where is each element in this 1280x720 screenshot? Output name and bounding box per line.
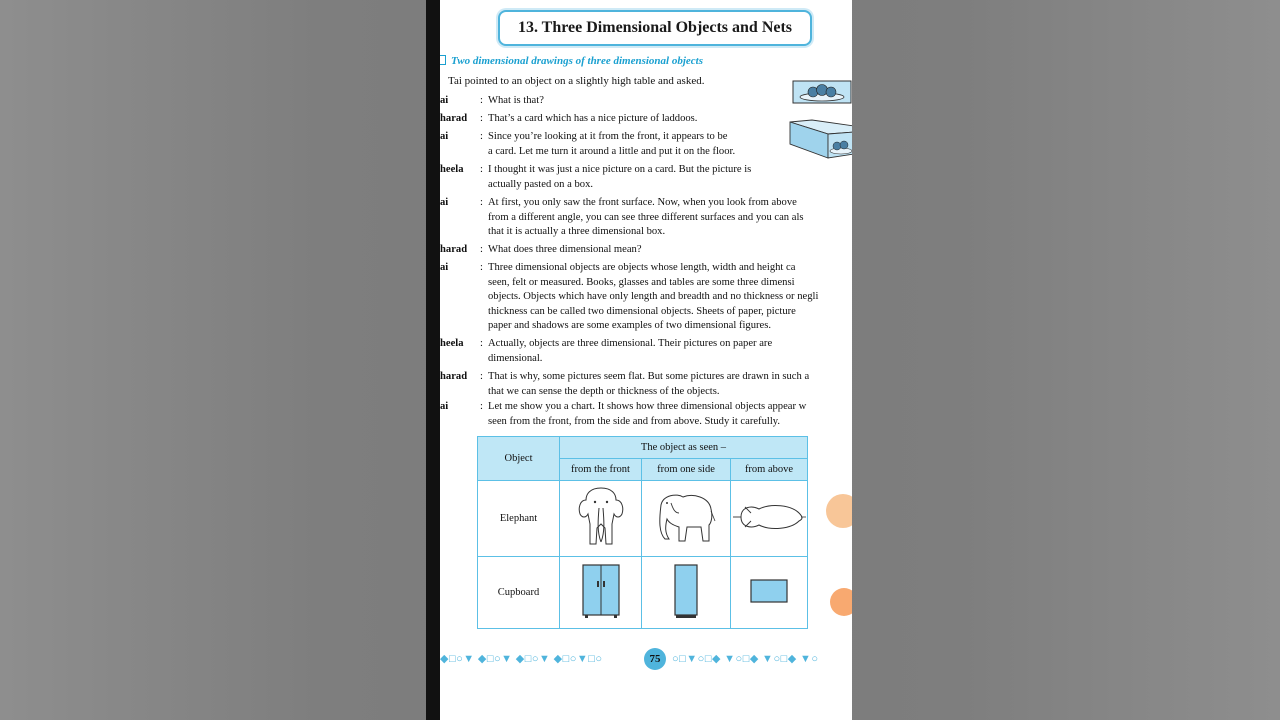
speaker-name: ai [440, 197, 449, 208]
speaker-name: heela [440, 338, 464, 349]
floating-edit-button[interactable] [830, 588, 852, 616]
dialogue-text-line: What does three dimensional mean? [488, 244, 642, 255]
dialogue-text [488, 261, 852, 334]
section-heading [440, 55, 703, 67]
dialogue-text-line: paper and shadows are some examples of two dimensional figures. [488, 320, 772, 331]
col-header-front: from the front [560, 459, 642, 481]
group-header: The object as seen – [560, 437, 808, 459]
elephant-front-cell [560, 481, 642, 557]
elephant-above-cell [731, 481, 808, 557]
cupboard-side-cell [642, 557, 731, 629]
cupboard-front-drawing [581, 563, 621, 619]
textbook-page [440, 0, 852, 720]
chapter-title: 13. Three Dimensional Objects and Nets [517, 19, 793, 36]
dialogue-text-line: Let me show you a chart. It shows how three dimensional objects appear w [488, 401, 807, 412]
footer-pattern-right: ○□▼○□◆ ▼○□◆ ▼○□◆ ▼○ [672, 653, 819, 665]
dialogue-text [488, 400, 852, 429]
speaker-colon: : [480, 401, 483, 412]
laddoo-box-picture [788, 118, 852, 162]
object-header: Object [478, 437, 560, 481]
dialogue-text-line: At first, you only saw the front surface. Now, when you look from above [488, 197, 797, 208]
dialogue-text-line: seen, felt or measured. Books, glasses and tables are some three dimensi [488, 276, 795, 288]
elephant-above-drawing [731, 499, 807, 535]
row-label-elephant: Elephant [478, 481, 560, 557]
row-label-cupboard: Cupboard [478, 557, 560, 629]
dialogue-text-line: That’s a card which has a nice picture of laddoos. [488, 113, 698, 124]
dialogue-text-line: objects. Objects which have only length and breadth and no thickness or negli [488, 291, 819, 302]
laddoo-card-picture [792, 80, 852, 106]
dialogue-text-line: from a different angle, you can see three different surfaces and you can als [488, 211, 804, 223]
speaker-colon: : [480, 338, 483, 349]
speaker-colon: : [480, 244, 483, 255]
footer-pattern-left: ◆□○▼ ◆□○▼ ◆□○▼ ◆□○▼□○ [440, 653, 603, 665]
dialogue-text-line: thickness can be called two dimensional objects. Sheets of paper, picture [488, 305, 796, 317]
dialogue-text-line: What is that? [488, 95, 544, 106]
dialogue-text [488, 163, 852, 192]
floating-record-button[interactable] [826, 494, 852, 528]
speaker-name: ai [440, 262, 449, 273]
dialogue-text-line: actually pasted on a box. [488, 178, 594, 190]
square-bullet-icon [440, 55, 446, 65]
speaker-name: ai [440, 401, 449, 412]
dialogue-text [488, 370, 852, 399]
dialogue-text-line: that we can sense the depth or thickness of the objects. [488, 385, 720, 397]
speaker-colon: : [480, 197, 483, 208]
elephant-front-drawing [576, 484, 626, 550]
dialogue-text-line: that it is actually a three dimensional box. [488, 226, 666, 237]
speaker-name: harad [440, 244, 468, 255]
speaker-colon: : [480, 95, 483, 106]
dialogue-text [488, 243, 852, 258]
speaker-colon: : [480, 113, 483, 124]
cupboard-above-drawing [749, 578, 789, 604]
page-number: 75 [644, 648, 666, 670]
dialogue-text-line: That is why, some pictures seem flat. But some pictures are drawn in such a [488, 371, 810, 382]
speaker-colon: : [480, 164, 483, 175]
dialogue-text [488, 337, 852, 366]
dialogue-text-line: Actually, objects are three dimensional. Their pictures on paper are [488, 338, 773, 349]
dialogue-text-line: I thought it was just a nice picture on a card. But the picture is [488, 164, 752, 175]
watermark-logo: Wecorder [737, 690, 829, 711]
dialogue-text-line: Three dimensional objects are objects whose length, width and height ca [488, 262, 796, 273]
speaker-name: ai [440, 131, 449, 142]
speaker-colon: : [480, 262, 483, 273]
speaker-colon: : [480, 131, 483, 142]
dialogue-text [488, 196, 852, 240]
speaker-name: harad [440, 113, 468, 124]
cupboard-above-cell [731, 557, 808, 629]
col-header-above: from above [731, 459, 808, 481]
dialogue-text-line: a card. Let me turn it around a little and put it on the floor. [488, 145, 736, 157]
cupboard-side-drawing [673, 563, 699, 619]
speaker-name: harad [440, 371, 468, 382]
cupboard-front-cell [560, 557, 642, 629]
speaker-name: ai [440, 95, 449, 106]
table-row [478, 557, 808, 629]
dialogue-text-line: dimensional. [488, 352, 543, 364]
dialogue-text-line: seen from the front, from the side and from above. Study it carefully. [488, 415, 781, 427]
dialogue-text-line: Since you’re looking at it from the front, it appears to be [488, 131, 728, 142]
views-table [477, 436, 808, 629]
intro-text: Tai pointed to an object on a slightly high table and asked. [448, 75, 705, 87]
elephant-side-drawing [653, 487, 719, 547]
speaker-colon: : [480, 371, 483, 382]
section-heading-text: Two dimensional drawings of three dimensional objects [451, 55, 704, 67]
left-dark-edge [426, 0, 440, 720]
chapter-title-box [498, 10, 812, 46]
speaker-name: heela [440, 164, 464, 175]
col-header-side: from one side [642, 459, 731, 481]
table-row [478, 481, 808, 557]
elephant-side-cell [642, 481, 731, 557]
